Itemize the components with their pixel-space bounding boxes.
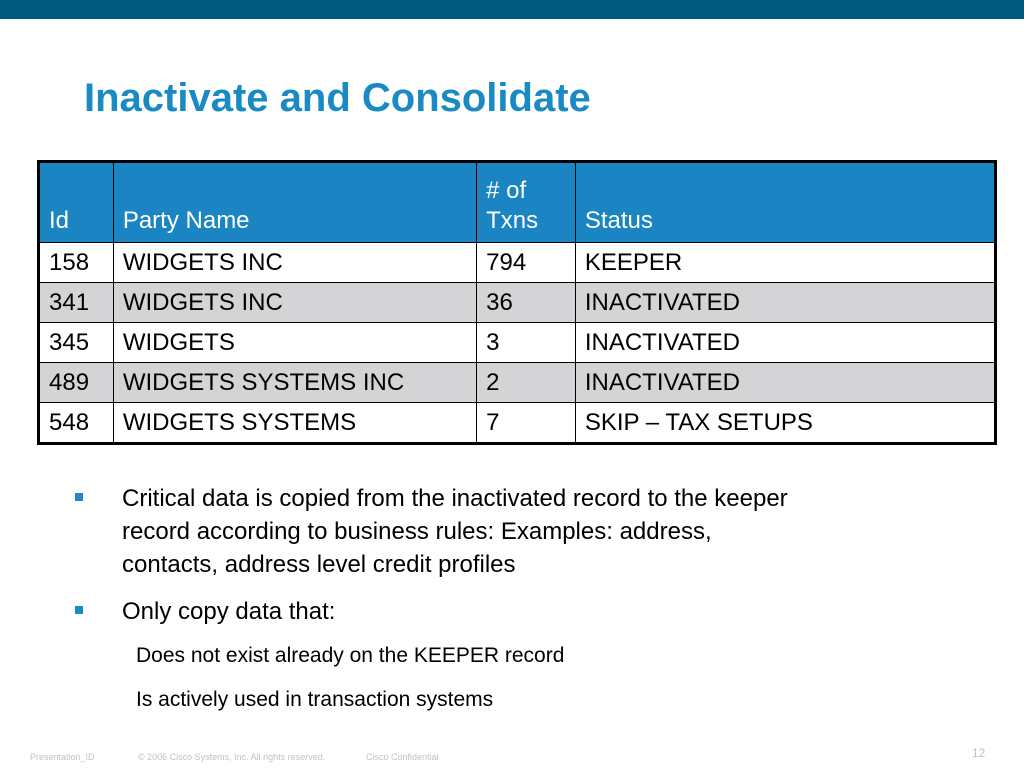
column-header-txns	[477, 162, 576, 243]
header-bar	[0, 0, 1024, 19]
bullet-list	[70, 482, 950, 642]
cell-id: 341	[39, 283, 114, 323]
cell-txns: 7	[477, 403, 576, 444]
column-header-txns-line2: Txns	[486, 207, 539, 234]
cell-txns: 794	[477, 243, 576, 283]
cell-id: 548	[39, 403, 114, 444]
bullet-text-line: contacts, address level credit profiles	[122, 551, 516, 578]
cell-txns: 36	[477, 283, 576, 323]
table-row	[39, 363, 996, 403]
table-row	[39, 243, 996, 283]
bullet-text-line: record according to business rules: Examples: address,	[122, 518, 712, 545]
table-row	[39, 323, 996, 363]
square-bullet-icon	[75, 493, 83, 501]
cell-party-name: WIDGETS SYSTEMS	[113, 403, 476, 444]
cell-txns: 2	[477, 363, 576, 403]
cell-status: INACTIVATED	[575, 323, 995, 363]
footer-copyright: © 2006 Cisco Systems, Inc. All rights reserved.	[138, 752, 326, 762]
column-header-status: Status	[575, 162, 995, 243]
footer-presentation-id: Presentation_ID	[30, 752, 95, 762]
bullet-item	[70, 482, 950, 581]
page-number: 12	[972, 746, 986, 760]
column-header-txns-line1: # of	[486, 177, 527, 204]
cell-status: SKIP – TAX SETUPS	[575, 403, 995, 444]
cell-status: KEEPER	[575, 243, 995, 283]
bullet-text-line: Critical data is copied from the inactivated record to the keeper	[122, 485, 788, 512]
slide-title: Inactivate and Consolidate	[84, 76, 591, 120]
cell-status: INACTIVATED	[575, 283, 995, 323]
bullet-text-line: Only copy data that:	[122, 598, 336, 625]
cell-status: INACTIVATED	[575, 363, 995, 403]
square-bullet-icon	[75, 606, 83, 614]
cell-party-name: WIDGETS	[113, 323, 476, 363]
cell-party-name: WIDGETS INC	[113, 283, 476, 323]
column-header-party-name: Party Name	[113, 162, 476, 243]
cell-party-name: WIDGETS SYSTEMS INC	[113, 363, 476, 403]
party-table	[37, 160, 997, 445]
cell-id: 345	[39, 323, 114, 363]
footer-confidential: Cisco Confidential	[366, 752, 439, 762]
column-header-id: Id	[39, 162, 114, 243]
table-header-row	[39, 162, 996, 243]
cell-party-name: WIDGETS INC	[113, 243, 476, 283]
cell-id: 158	[39, 243, 114, 283]
table-row	[39, 283, 996, 323]
sub-bullet-item: Does not exist already on the KEEPER record	[136, 644, 565, 667]
cell-id: 489	[39, 363, 114, 403]
sub-bullet-item: Is actively used in transaction systems	[136, 688, 494, 711]
cell-txns: 3	[477, 323, 576, 363]
table-row	[39, 403, 996, 444]
bullet-item	[70, 595, 950, 628]
